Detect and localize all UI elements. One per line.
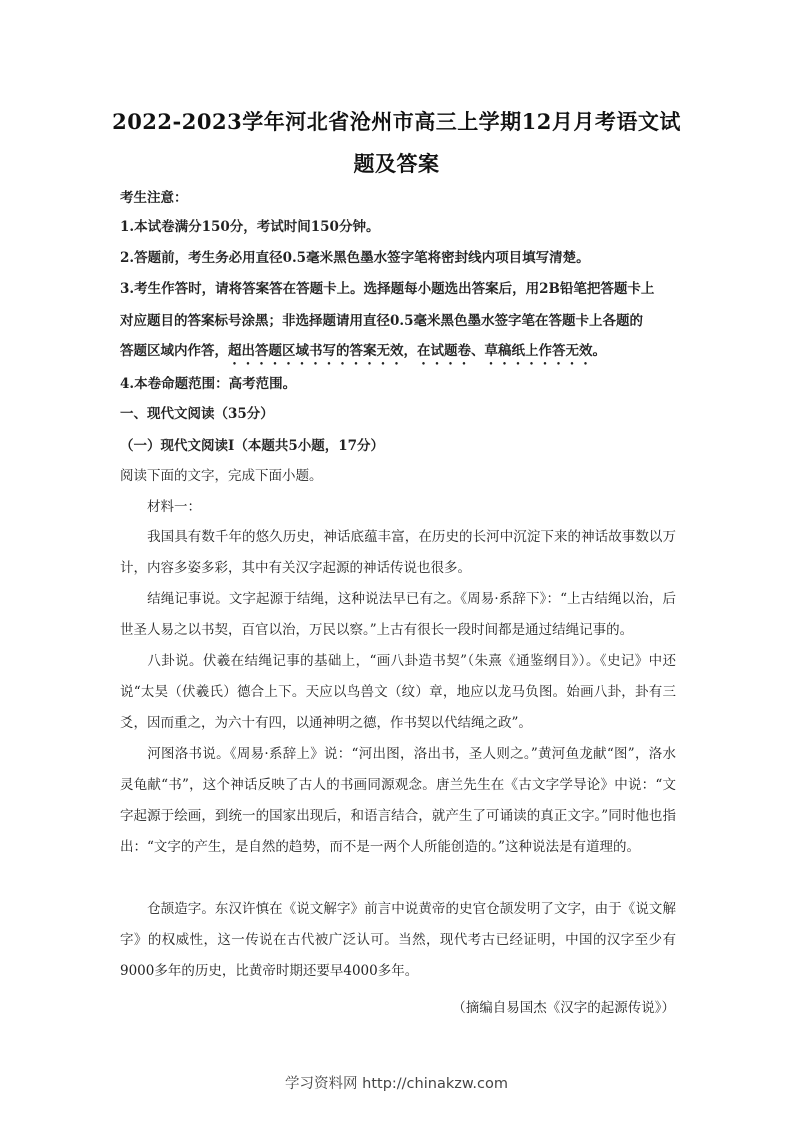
notice-item-2: 2.答题前，考生务必用直径0.5毫米黑色墨水签字笔将密封线内项目填写清楚。 — [120, 250, 590, 266]
footer-watermark: 学习资料网 http://chinakzw.com — [285, 1076, 508, 1092]
notice-item-1: 1.本试卷满分150分，考试时间150分钟。 — [120, 219, 380, 235]
paragraph-1: 我国具有数千年的悠久历史，神话底蕴丰富，在历史的长河中沉淀下来的神话故事数以万计，内容多姿多彩，其中有关汉字起源的神话传说也很多。 — [120, 529, 676, 576]
material-label: 材料一： — [147, 499, 201, 515]
paragraph-2: 结绳记事说。文字起源于结绳，这种说法早已有之。《周易·系辞下》：“上古结绳以治，后世圣人易之以书契，百官以治，万民以察。”上古有很长一段时间都是通过结绳记事的。 — [120, 591, 676, 638]
page-title-line-1: 2022-2023学年河北省沧州市高三上学期12月月考语文试 — [112, 109, 681, 134]
section-subheading: （一）现代文阅读Ⅰ（本题共5小题，17分） — [120, 438, 384, 454]
notice-heading: 考生注意： — [120, 190, 188, 206]
section-heading: 一、现代文阅读（35分） — [120, 406, 274, 422]
notice-item-4: 4.本卷命题范围：高考范围。 — [120, 376, 297, 392]
notice-item-3-line-2: 对应题目的答案标号涂黑；非选择题请用直径0.5毫米黑色墨水签字笔在答题卡上各题的 — [120, 313, 643, 329]
notice-item-3-line-1: 3.考生作答时，请将答案答在答题卡上。选择题每小题选出答案后，用2B铅笔把答题卡上 — [120, 281, 655, 297]
page-title-line-2: 题及答案 — [353, 151, 440, 176]
notice-item-3-plain: 答题区域内作答， — [120, 343, 228, 359]
paragraph-3: 八卦说。伏羲在结绳记事的基础上，“画八卦造书契”（朱熹《通鉴纲目》）。《史记》中还说“太昊（伏羲氏）德合上下。天应以鸟兽文（纹）章，地应以龙马负图。始画八卦，卦有三爻，因而重之，为六十有四，以通神明之德，作书契以代结绳之政”。 — [120, 653, 676, 731]
notice-item-3-line-3 — [120, 341, 680, 368]
section-instruction: 阅读下面的文字，完成下面小题。 — [120, 468, 323, 484]
source-citation: （摘编自易国杰《汉字的起源传说》） — [452, 1000, 675, 1016]
notice-item-3-emphasis: 超出答题区域书写的答案无效，在试题卷、草稿纸上作答无效 — [228, 343, 593, 359]
paragraph-4: 河图洛书说。《周易·系辞上》说：“河出图，洛出书，圣人则之。”黄河鱼龙献“图”，洛水灵龟献“书”，这个神话反映了古人的书画同源观念。唐兰先生在《古文字学导论》中说：“文字起源于绘画，到统一的国家出现后，和语言结合，就产生了可诵读的真正文字。”同时他也指出：“文字的产生，是自然的趋势，而不是一两个人所能创造的。”这种说法是有道理的。 — [120, 746, 676, 855]
notice-item-3-end: 。 — [592, 343, 606, 359]
paragraph-5: 仓颉造字。东汉许慎在《说文解字》前言中说黄帝的史官仓颉发明了文字，由于《说文解字》的权威性，这一传说在古代被广泛认可。当然，现代考古已经证明，中国的汉字至少有9000多年的历史，比黄帝时期还要早4000多年。 — [120, 901, 676, 979]
